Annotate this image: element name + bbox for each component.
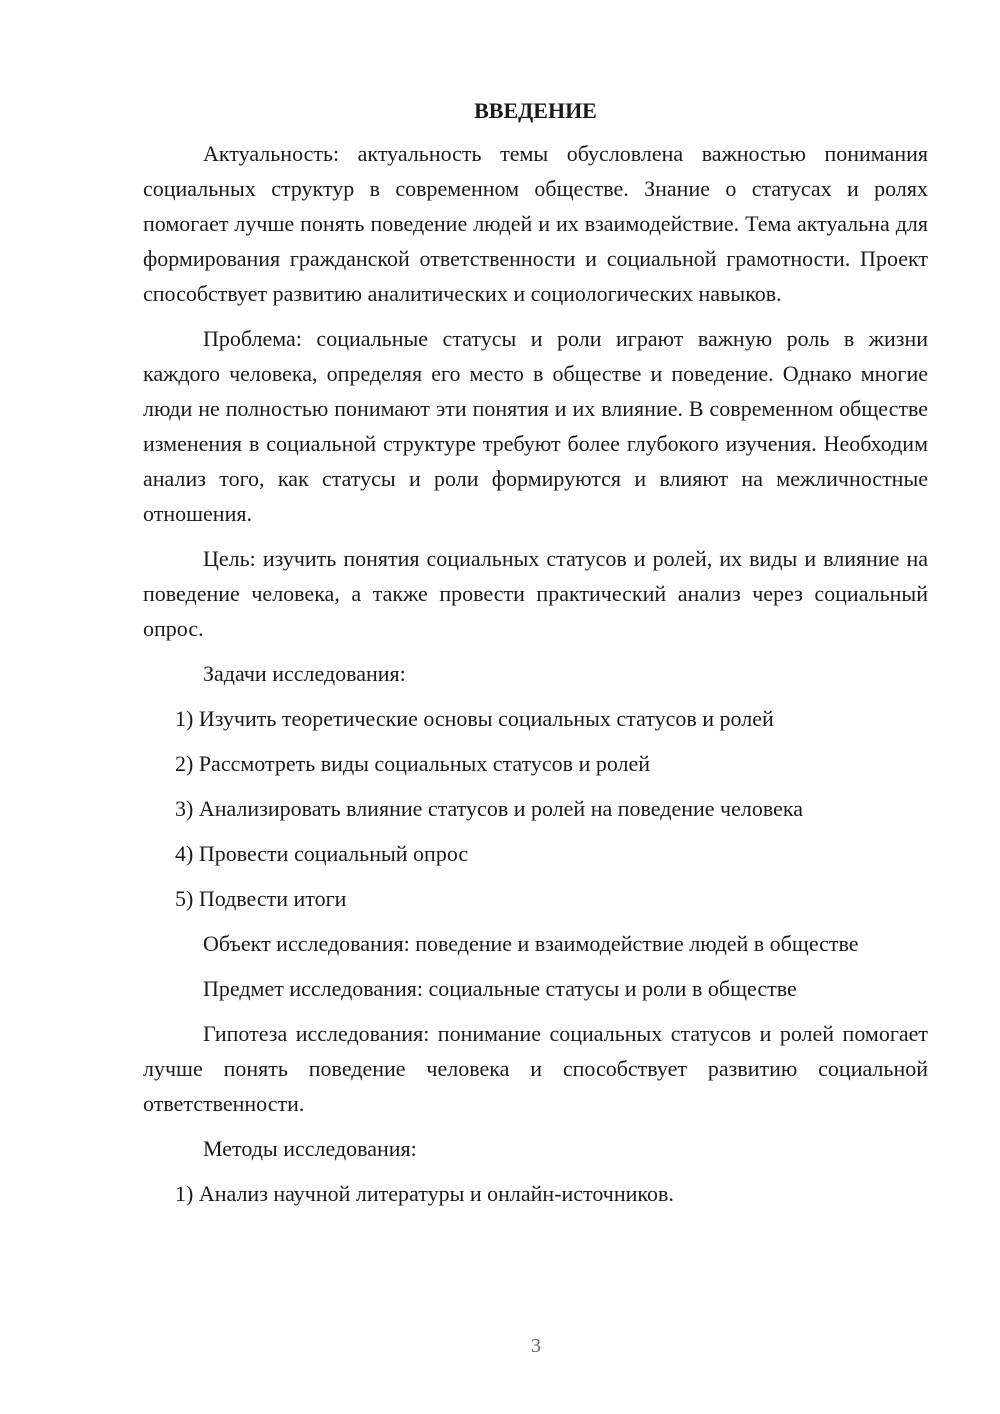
methods-list: [143, 1176, 928, 1211]
relevance-paragraph: Актуальность: актуальность темы обусловлена важностью понимания социальных структур в современном обществе. Знание о статусах и ролях помогает лучше понять поведение людей и их взаимодействие. Тема актуальна для формирования гражданской ответственности и социальной грамотности. Проект способствует развитию аналитических и социологических навыков.: [143, 141, 928, 306]
goal-paragraph: Цель: изучить понятия социальных статусов и ролей, их виды и влияние на поведение человека, а также провести практический анализ через социальный опрос.: [143, 546, 928, 641]
problem-paragraph: Проблема: социальные статусы и роли играют важную роль в жизни каждого человека, определяя его место в обществе и поведение. Однако многие люди не полностью понимают эти понятия и их влияние. В современном обществе изменения в социальной структуре требуют более глубокого изучения. Необходим анализ того, как статусы и роли формируются и влияют на межличностные отношения.: [143, 326, 928, 526]
task-item: 3) Анализировать влияние статусов и ролей на поведение человека: [175, 796, 803, 821]
methods-heading: Методы исследования:: [203, 1136, 417, 1161]
task-item: 4) Провести социальный опрос: [175, 841, 469, 866]
tasks-heading: Задачи исследования:: [203, 661, 406, 686]
object-paragraph: Объект исследования: поведение и взаимодействие людей в обществе: [203, 931, 859, 956]
page-number: 3: [531, 1335, 541, 1357]
method-item: 1) Анализ научной литературы и онлайн-источников.: [175, 1181, 674, 1206]
subject-paragraph: Предмет исследования: социальные статусы и роли в обществе: [203, 976, 797, 1001]
tasks-list: [143, 701, 928, 916]
task-item: 1) Изучить теоретические основы социальных статусов и ролей: [175, 706, 774, 731]
section-heading: ВВЕДЕНИЕ: [474, 98, 597, 123]
task-item: 2) Рассмотреть виды социальных статусов и ролей: [175, 751, 651, 776]
hypothesis-paragraph: Гипотеза исследования: понимание социальных статусов и ролей помогает лучше понять поведение человека и способствует развитию социальной ответственности.: [143, 1021, 928, 1116]
page-content: [143, 96, 928, 1221]
task-item: 5) Подвести итоги: [175, 886, 347, 911]
